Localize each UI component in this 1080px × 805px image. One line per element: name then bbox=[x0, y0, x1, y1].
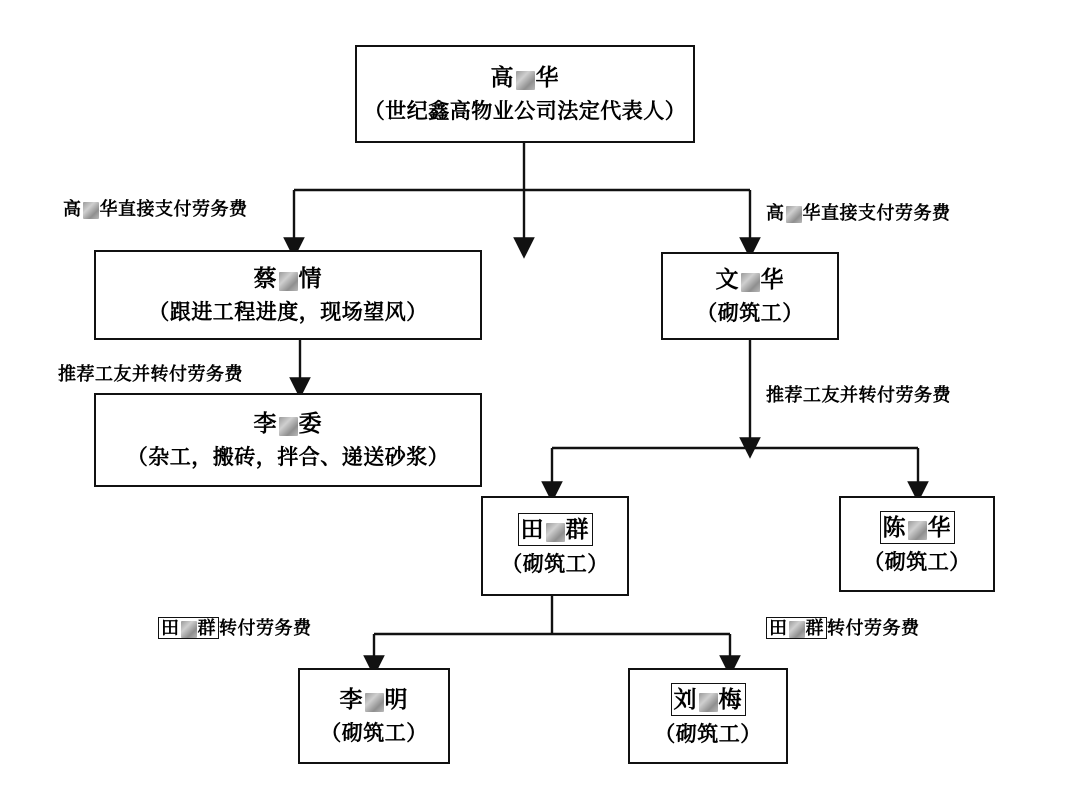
redacted-character bbox=[789, 621, 805, 638]
node-gao-role: （世纪鑫高物业公司法定代表人） bbox=[363, 99, 687, 124]
redacted-character bbox=[741, 273, 760, 292]
redacted-character bbox=[365, 693, 384, 712]
edge-label-gao-right: 高 华直接支付劳务费 bbox=[766, 203, 951, 223]
edge-label-cai-recommend: 推荐工友并转付劳务费 bbox=[58, 364, 243, 384]
edge-label-tian-left-name: 田 群 bbox=[158, 617, 219, 639]
node-gao-name: 高 华 bbox=[490, 65, 560, 91]
edge-label-tian-right: 田 群 转付劳务费 bbox=[766, 614, 920, 640]
node-tian[interactable] bbox=[481, 496, 629, 596]
edge-label-tian-left: 田 群 转付劳务费 bbox=[158, 614, 312, 640]
redacted-character bbox=[516, 71, 535, 90]
node-wen[interactable] bbox=[661, 252, 839, 340]
node-liu-mei-name: 刘 梅 bbox=[671, 683, 746, 716]
node-chen[interactable] bbox=[839, 496, 995, 592]
node-cai-name: 蔡 情 bbox=[253, 266, 323, 292]
node-li-wei[interactable] bbox=[94, 393, 482, 487]
redacted-character bbox=[279, 417, 298, 436]
redacted-character bbox=[83, 202, 99, 219]
node-li-wei-name: 李 委 bbox=[253, 411, 323, 437]
node-liu-mei-role: （砌筑工） bbox=[654, 722, 762, 747]
node-li-wei-role: （杂工，搬砖，拌合、递送砂浆） bbox=[126, 445, 450, 470]
node-liu-mei[interactable] bbox=[628, 668, 788, 764]
node-tian-role: （砌筑工） bbox=[501, 552, 609, 577]
redacted-character bbox=[908, 521, 927, 540]
redacted-character bbox=[786, 206, 802, 223]
node-cai[interactable] bbox=[94, 250, 482, 340]
node-wen-name: 文 华 bbox=[715, 267, 785, 293]
node-cai-role: （跟进工程进度，现场望风） bbox=[148, 300, 428, 325]
node-chen-name: 陈 华 bbox=[880, 511, 955, 544]
redacted-character bbox=[699, 693, 718, 712]
node-chen-role: （砌筑工） bbox=[863, 550, 971, 575]
edge-label-wen-recommend: 推荐工友并转付劳务费 bbox=[766, 385, 951, 405]
node-li-ming-role: （砌筑工） bbox=[320, 721, 428, 746]
node-gao[interactable] bbox=[355, 45, 695, 143]
node-li-ming[interactable] bbox=[298, 668, 450, 764]
node-tian-name: 田 群 bbox=[518, 513, 593, 546]
redacted-character bbox=[181, 621, 197, 638]
node-wen-role: （砌筑工） bbox=[696, 301, 804, 326]
redacted-character bbox=[546, 523, 565, 542]
edge-label-gao-left: 高 华直接支付劳务费 bbox=[63, 199, 248, 219]
node-li-ming-name: 李 明 bbox=[339, 687, 409, 713]
redacted-character bbox=[279, 272, 298, 291]
edge-label-tian-right-name: 田 群 bbox=[766, 617, 827, 639]
